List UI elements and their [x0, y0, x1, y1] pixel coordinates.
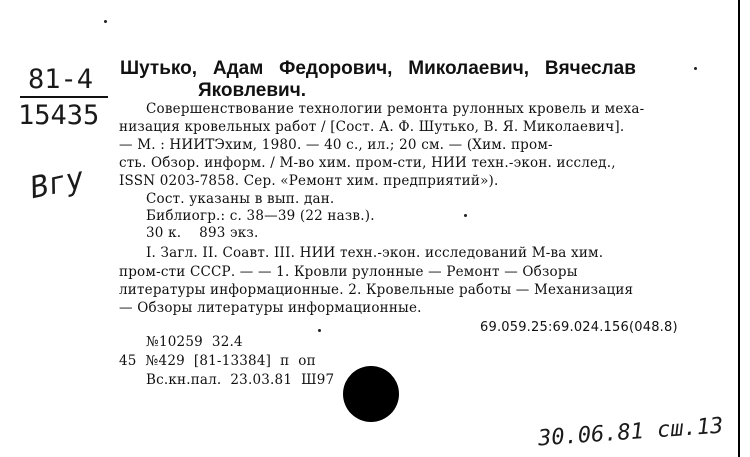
body-line: — М. : НИИТЭхим, 1980. — 40 с., ил.; 20 см. — (Хим. пром- — [119, 137, 553, 153]
author-heading-line1: Шутько, Адам Федорович, Миколаевич, Вячеслав — [120, 58, 636, 79]
footer-line: №10259 32.4 — [146, 334, 243, 350]
body-line: сть. Обзор. информ. / М-во хим. пром-сти, НИИ техн.-экон. исслед., — [119, 155, 616, 171]
body-line: — Обзоры литературы информационные. — [119, 300, 422, 316]
body-line: Совершенствование технологии ремонта рулонных кровель и меха- — [146, 101, 645, 117]
body-line: низация кровельных работ / [Сост. А. Ф. Шутько, В. Я. Миколаевич]. — [119, 119, 625, 135]
stray-mark — [464, 214, 467, 217]
body-line: литературы информационные. 2. Кровельные работы — Механизация — [119, 282, 634, 298]
stray-mark — [694, 67, 697, 70]
body-line: Сост. указаны в вып. дан. — [146, 191, 335, 207]
card-edge — [738, 0, 740, 457]
ink-blot — [343, 366, 399, 422]
body-line: ISSN 0203-7858. Сер. «Ремонт хим. предприятий»). — [119, 173, 499, 189]
class-divider — [20, 96, 108, 98]
initials-signature: Вгу — [26, 160, 88, 207]
footer-line: Вс.кн.пал. 23.03.81 Ш97 — [146, 372, 335, 388]
stray-mark — [104, 20, 107, 23]
classification-code: 69.059.25:69.024.156(048.8) — [480, 320, 678, 335]
class-number-bottom: 15435 — [18, 100, 100, 131]
body-line: 30 к. 893 экз. — [146, 225, 259, 241]
body-line: I. Загл. II. Соавт. III. НИИ техн.-экон. исследований М-ва хим. — [146, 245, 604, 261]
body-line: пром-сти СССР. — — 1. Кровли рулонные — Ремонт — Обзоры — [119, 264, 578, 280]
author-heading-line2: Яковлевич. — [198, 80, 307, 101]
handwritten-date: 30.06.81 сш.13 — [537, 413, 725, 452]
body-line: Библиогр.: с. 38—39 (22 назв.). — [146, 208, 375, 224]
stray-mark — [318, 329, 321, 332]
class-number-top: 81-4 — [28, 64, 94, 95]
footer-line: 45 №429 [81-13384] п оп — [119, 353, 316, 369]
